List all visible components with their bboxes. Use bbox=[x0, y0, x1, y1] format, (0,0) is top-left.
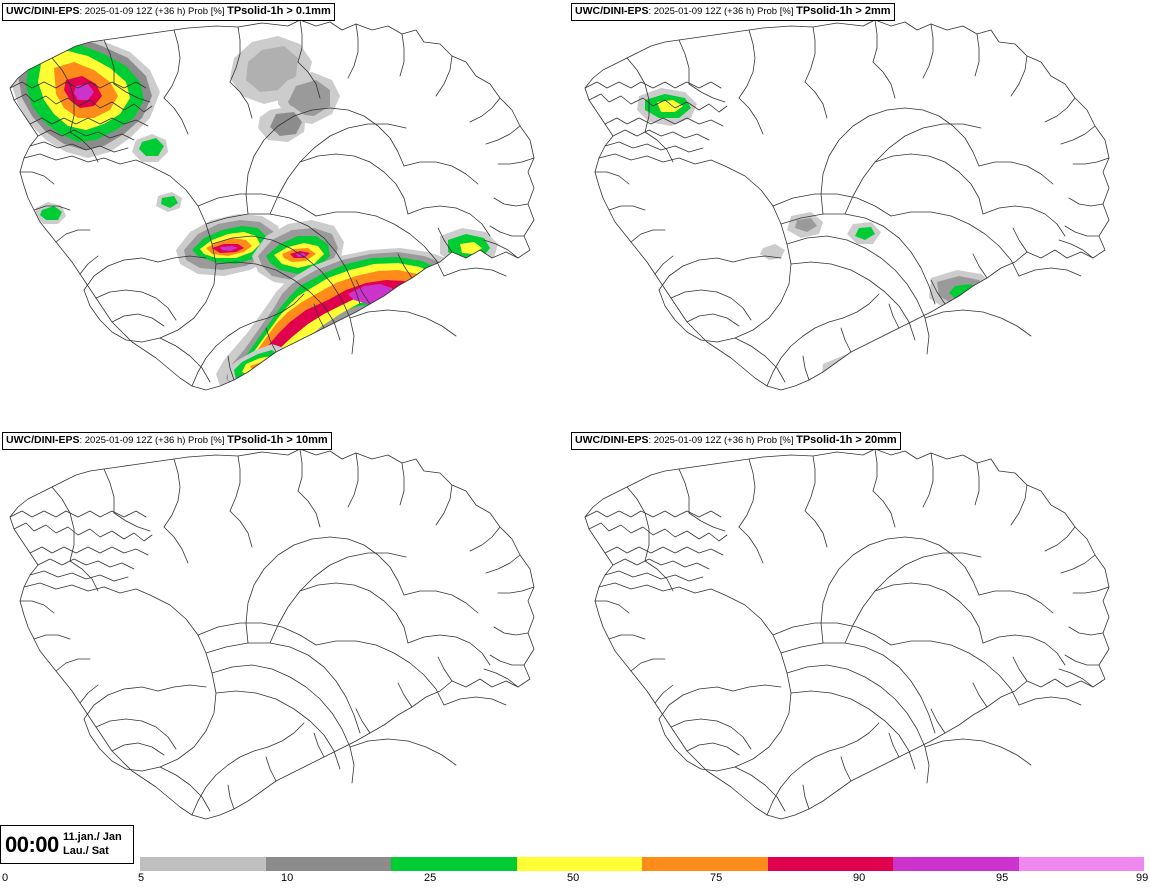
panel-run-0: : 2025-01-09 12Z (+36 h) Prob [%] bbox=[79, 6, 228, 17]
panel-param-0: TPsolid-1h > 0.1mm bbox=[227, 5, 331, 17]
panel-tpsolid-10mm[interactable] bbox=[0, 429, 575, 858]
panel-tpsolid-20mm[interactable] bbox=[575, 429, 1150, 858]
panel-run-1: : 2025-01-09 12Z (+36 h) Prob [%] bbox=[648, 6, 797, 17]
valid-date-line1: 11.jan./ Jan bbox=[63, 831, 122, 843]
colorbar-tick-10: 10 bbox=[281, 872, 294, 884]
colorbar-tick-25: 25 bbox=[424, 872, 437, 884]
colorbar-tick-99: 99 bbox=[1136, 872, 1149, 884]
colorbar-tick-50: 50 bbox=[567, 872, 580, 884]
panel-run-2: : 2025-01-09 12Z (+36 h) Prob [%] bbox=[79, 435, 228, 446]
map-canvas-1[interactable] bbox=[575, 0, 1150, 429]
colorbar-swatch-95 bbox=[893, 857, 1019, 871]
bottom-bar bbox=[0, 820, 1150, 891]
colorbar-swatch-25 bbox=[391, 857, 517, 871]
panel-title-3 bbox=[571, 432, 901, 450]
panel-tpsolid-0p1mm[interactable] bbox=[0, 0, 575, 429]
panel-model-2: UWC/DINI-EPS bbox=[6, 434, 80, 446]
colorbar-tick-labels bbox=[0, 872, 1150, 888]
panel-model-0: UWC/DINI-EPS bbox=[6, 5, 80, 17]
colorbar-swatch-50 bbox=[517, 857, 643, 871]
panel-title-0 bbox=[2, 3, 335, 21]
colorbar bbox=[140, 857, 1144, 871]
colorbar-tick-90: 90 bbox=[853, 872, 866, 884]
colorbar-swatch-99 bbox=[1019, 857, 1145, 871]
map-canvas-0[interactable] bbox=[0, 0, 575, 429]
colorbar-swatch-90 bbox=[768, 857, 894, 871]
panel-run-3: : 2025-01-09 12Z (+36 h) Prob [%] bbox=[648, 435, 797, 446]
valid-time-box bbox=[0, 825, 134, 864]
colorbar-tick-75: 75 bbox=[710, 872, 723, 884]
panel-param-1: TPsolid-1h > 2mm bbox=[796, 5, 891, 17]
panel-model-1: UWC/DINI-EPS bbox=[575, 5, 649, 17]
map-canvas-2[interactable] bbox=[0, 429, 575, 858]
panel-model-3: UWC/DINI-EPS bbox=[575, 434, 649, 446]
panel-title-1 bbox=[571, 3, 895, 21]
panel-tpsolid-2mm[interactable] bbox=[575, 0, 1150, 429]
panel-title-2 bbox=[2, 432, 332, 450]
colorbar-swatch-10 bbox=[266, 857, 392, 871]
valid-time-clock: 00:00 bbox=[5, 832, 59, 857]
panel-param-2: TPsolid-1h > 10mm bbox=[227, 434, 328, 446]
colorbar-swatch-5 bbox=[140, 857, 266, 871]
colorbar-tick-95: 95 bbox=[996, 872, 1009, 884]
valid-date-line2: Lau./ Sat bbox=[63, 845, 109, 857]
colorbar-tick-5: 5 bbox=[138, 872, 145, 884]
map-canvas-3[interactable] bbox=[575, 429, 1150, 858]
colorbar-zero-label: 0 bbox=[2, 872, 9, 884]
colorbar-swatch-75 bbox=[642, 857, 768, 871]
panel-param-3: TPsolid-1h > 20mm bbox=[796, 434, 897, 446]
